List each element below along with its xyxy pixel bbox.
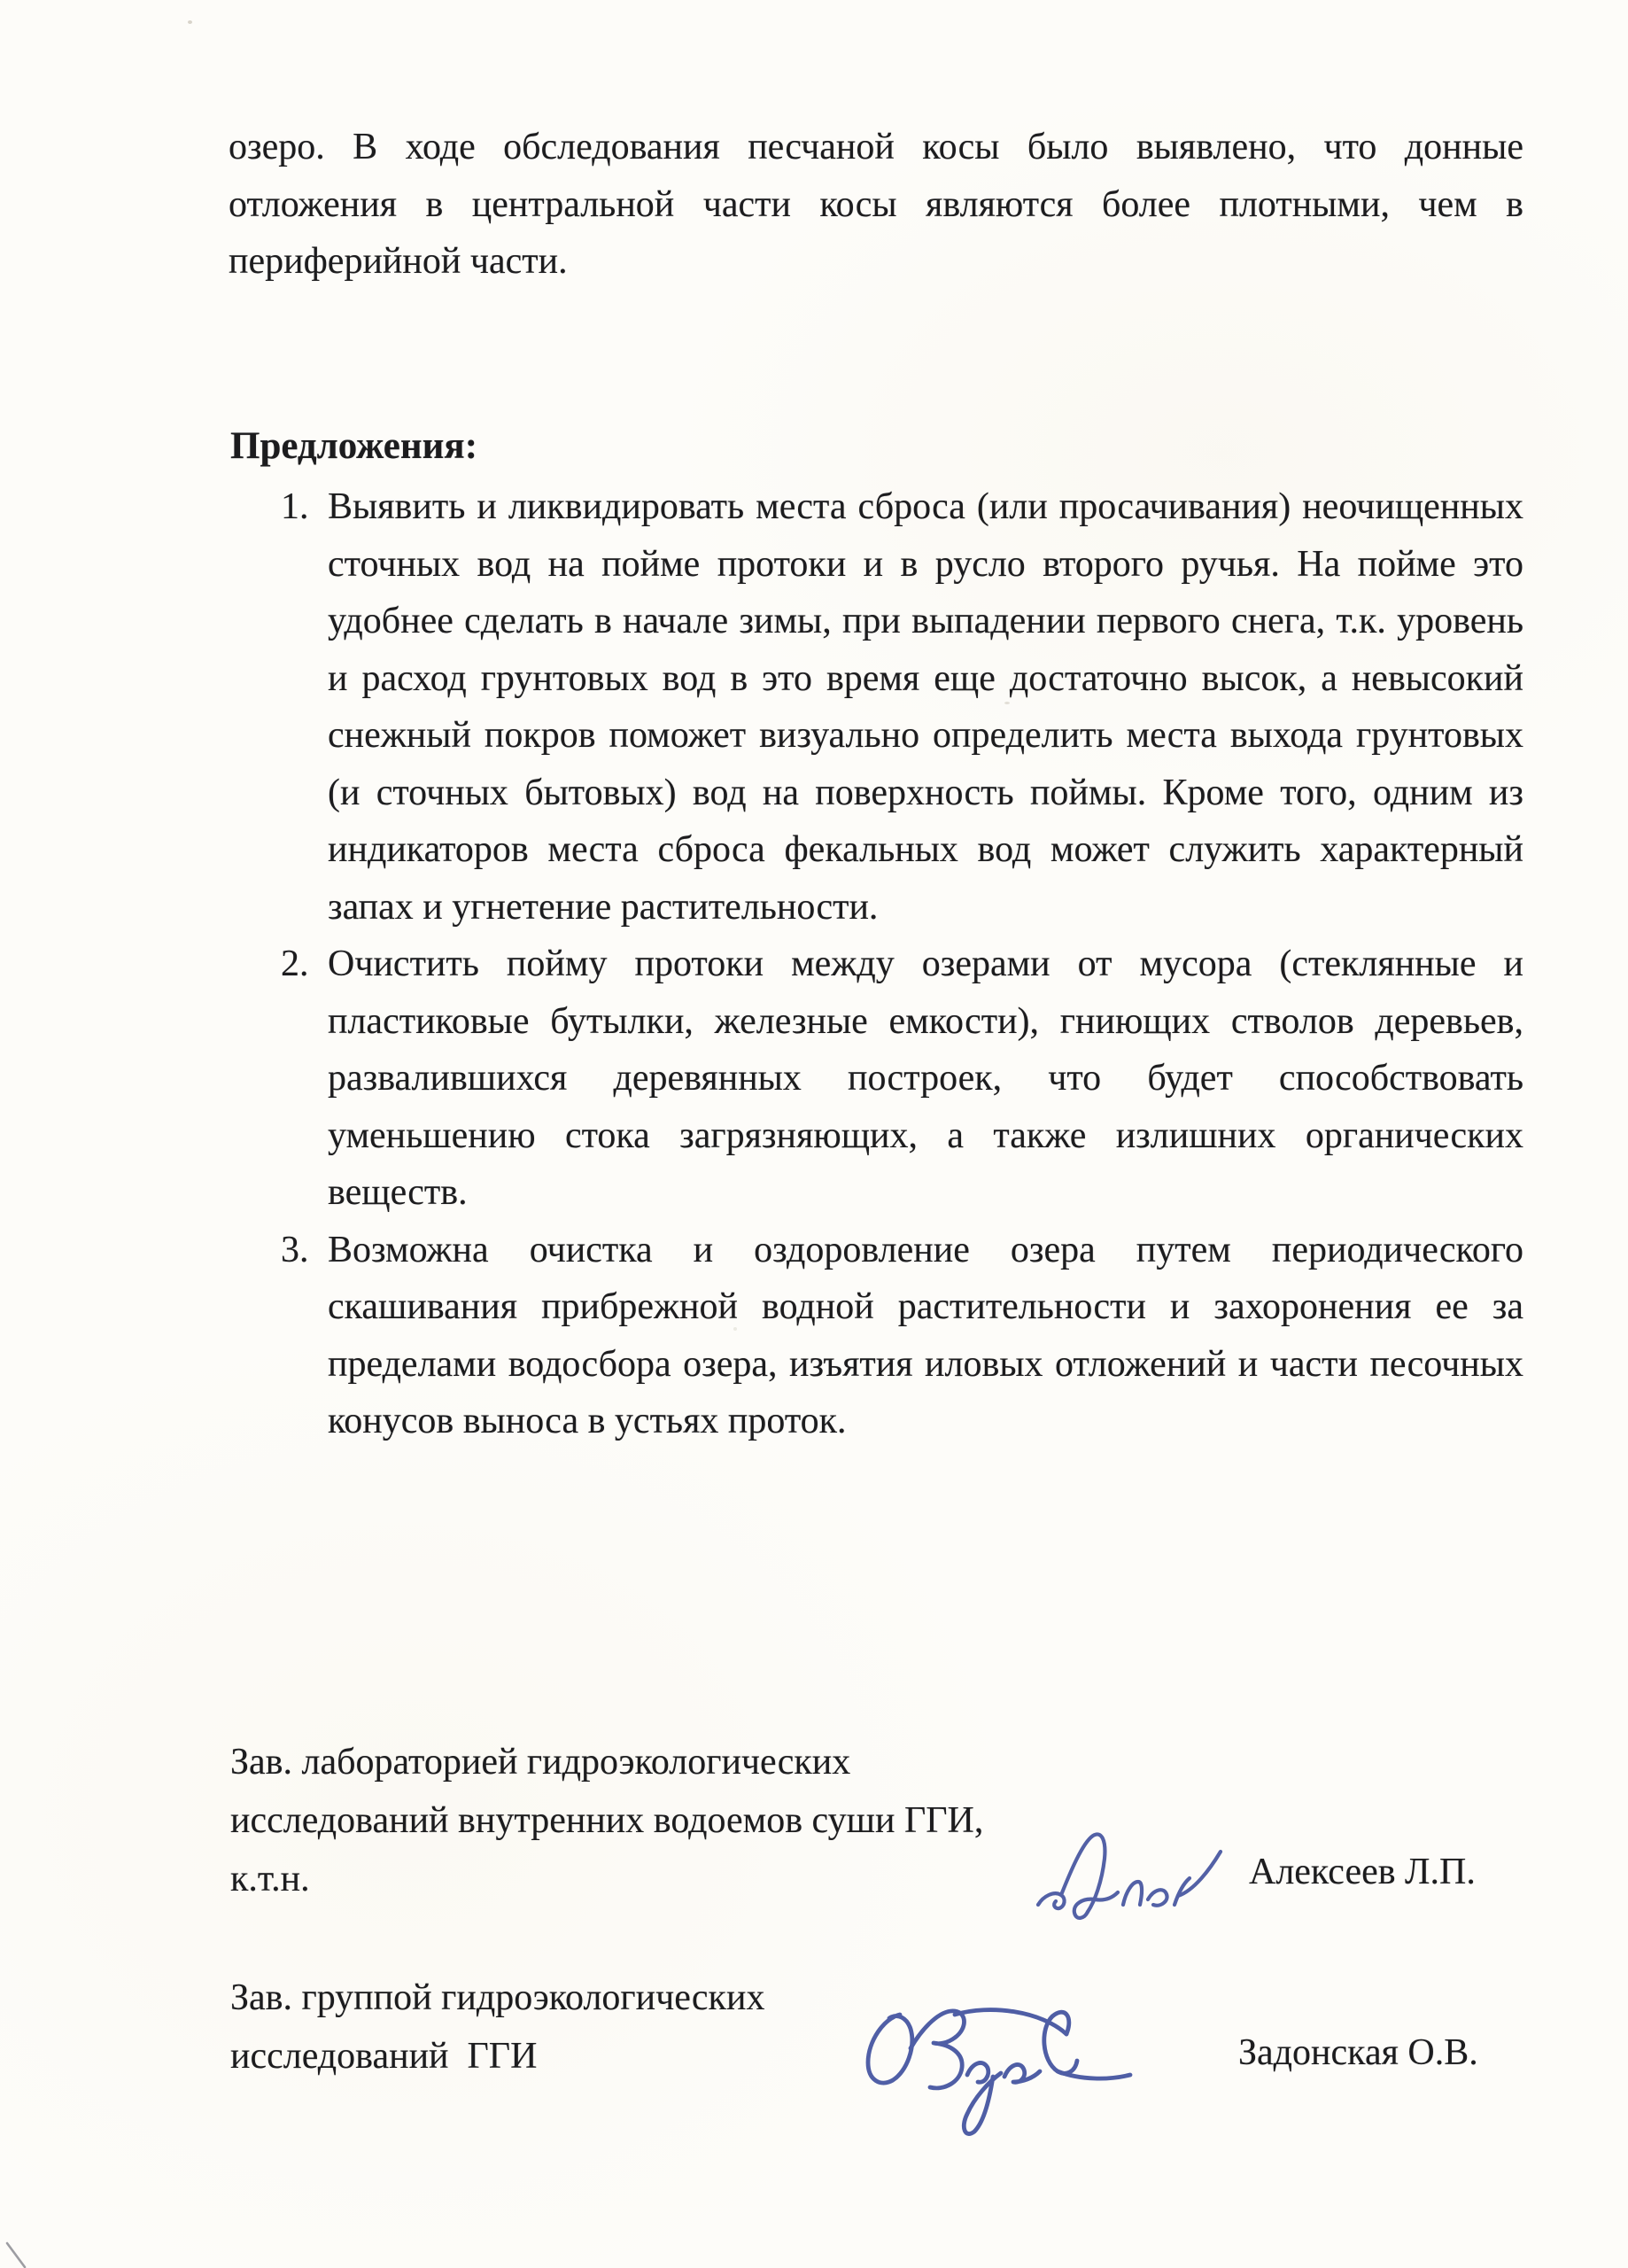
signatory-name-zadonskaya: Задонская О.В. [1238,2032,1478,2073]
opening-paragraph: озеро. В ходе обследования песчаной косы было выявлено, что донные отложения в центральной части косы являются более плотными, чем в периферийной части. [229,127,1523,282]
list-item-number: 1. [281,486,309,527]
list-item-text: Очистить пойму протоки между озерами от мусора (стеклянные и пластиковые бутылки, железные емкости), гниющих стволов деревьев, развалившихся деревянных построек, что будет способствовать уменьшению стока загрязняющих, а также излишних органических веществ. [328,944,1523,1213]
list-item [229,1222,1523,1450]
scan-speck [1004,702,1010,704]
signatory-title-line: Зав. группой гидроэкологических [230,1977,765,2018]
list-item-number: 2. [281,944,309,984]
scan-corner-artifact [4,2240,34,2268]
signatory-title-line: исследований внутренних водоемов суши ГГИ, [230,1800,984,1841]
signatory-title-zadonskaya [230,1969,764,2085]
list-item-number: 3. [281,1229,309,1270]
scan-speck [188,20,192,24]
handwritten-signature-zadonskaya-icon [849,1995,1141,2155]
scan-speck [733,1327,737,1331]
list-item-text: Выявить и ликвидировать места сброса (или просачивания) неочищенных сточных вод на пойме протоки и в русло второго ручья. На пойме это удобнее сделать в начале зимы, при выпадении первого снега, т.к. уровень и расход грунтовых вод в это время еще достаточно высок, а невысокий снежный покров поможет визуально определить места выхода грунтовых (и сточных бытовых) вод на поверхность поймы. Кроме того, одним из индикаторов места сброса фекальных вод может служить характерный запах и угнетение растительности. [328,486,1523,928]
signatory-title-line: Зав. лабораторией гидроэкологических [230,1742,851,1783]
list-item [229,478,1523,936]
proposals-list [229,478,1523,1450]
signatory-name-alekseev: Алексеев Л.П. [1249,1852,1476,1892]
list-item-text: Возможна очистка и оздоровление озера путем периодического скашивания прибрежной водной растительности и захоронения ее за пределами водосбора озера, изъятия иловых отложений и части песочных конусов выноса в устьях проток. [328,1229,1523,1441]
signatory-title-alekseev [230,1733,983,1908]
signatory-title-line: к.т.н. [230,1859,310,1899]
list-item [229,936,1523,1222]
handwritten-signature-alekseev-icon [1026,1823,1247,1930]
signatory-title-line: исследований ГГИ [230,2036,538,2077]
proposals-heading: Предложения: [230,425,478,467]
